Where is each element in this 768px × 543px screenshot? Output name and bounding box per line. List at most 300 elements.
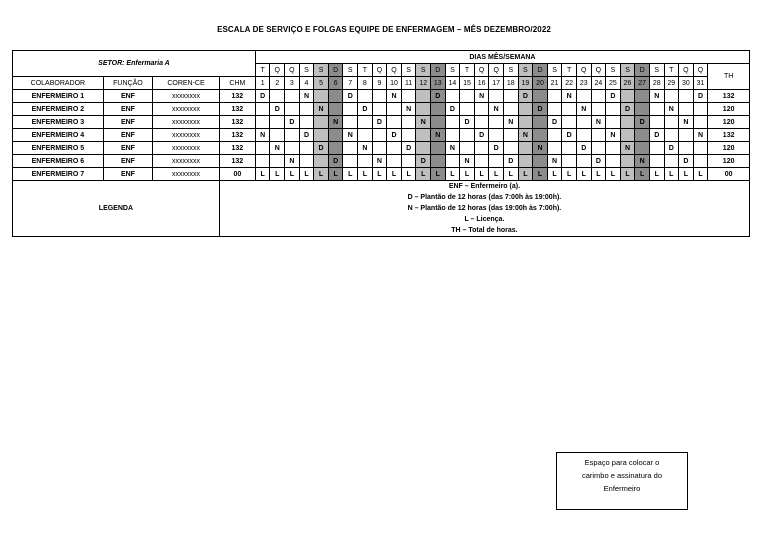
shift-cell: N bbox=[299, 90, 314, 103]
shift-cell bbox=[343, 142, 358, 155]
shift-cell bbox=[679, 129, 694, 142]
day-number: 14 bbox=[445, 77, 460, 90]
shift-cell bbox=[489, 116, 504, 129]
shift-cell bbox=[606, 155, 621, 168]
function-cell: ENF bbox=[103, 103, 152, 116]
shift-cell bbox=[445, 116, 460, 129]
shift-cell bbox=[460, 129, 475, 142]
shift-cell: L bbox=[270, 168, 285, 181]
shift-cell: L bbox=[387, 168, 402, 181]
legend-row bbox=[13, 181, 750, 237]
shift-cell bbox=[562, 142, 577, 155]
shift-cell bbox=[285, 90, 300, 103]
day-number: 1 bbox=[255, 77, 270, 90]
shift-cell: N bbox=[679, 116, 694, 129]
shift-cell: L bbox=[358, 168, 373, 181]
function-cell: ENF bbox=[103, 142, 152, 155]
shift-cell bbox=[679, 103, 694, 116]
shift-cell: N bbox=[664, 103, 679, 116]
header-row-sector bbox=[13, 51, 750, 64]
legend-item: N – Plantão de 12 horas (das 19:00h às 7:00h). bbox=[407, 205, 562, 212]
weekday-letter: Q bbox=[474, 64, 489, 77]
day-number: 31 bbox=[693, 77, 708, 90]
weekday-letter: S bbox=[620, 64, 635, 77]
shift-cell: N bbox=[576, 103, 591, 116]
shift-cell: N bbox=[343, 129, 358, 142]
shift-cell: L bbox=[664, 168, 679, 181]
shift-cell: N bbox=[372, 155, 387, 168]
shift-cell bbox=[620, 129, 635, 142]
shift-cell: L bbox=[299, 168, 314, 181]
shift-cell bbox=[358, 90, 373, 103]
shift-cell: L bbox=[606, 168, 621, 181]
shift-cell bbox=[343, 103, 358, 116]
shift-cell bbox=[299, 116, 314, 129]
shift-cell: L bbox=[285, 168, 300, 181]
shift-cell bbox=[431, 142, 446, 155]
day-number: 28 bbox=[649, 77, 664, 90]
day-number: 30 bbox=[679, 77, 694, 90]
shift-cell: N bbox=[387, 90, 402, 103]
shift-cell bbox=[387, 116, 402, 129]
shift-cell: D bbox=[547, 116, 562, 129]
shift-cell: L bbox=[503, 168, 518, 181]
collaborator-name: ENFERMEIRO 7 bbox=[13, 168, 104, 181]
days-header: DIAS MÊS/SEMANA bbox=[255, 51, 749, 64]
shift-cell bbox=[503, 129, 518, 142]
collaborator-name: ENFERMEIRO 5 bbox=[13, 142, 104, 155]
weekday-letter: S bbox=[299, 64, 314, 77]
shift-cell: L bbox=[416, 168, 431, 181]
shift-cell bbox=[635, 103, 650, 116]
shift-cell: N bbox=[620, 142, 635, 155]
shift-cell bbox=[299, 103, 314, 116]
table-row bbox=[13, 155, 750, 168]
shift-cell bbox=[591, 142, 606, 155]
shift-cell bbox=[547, 129, 562, 142]
shift-cell: D bbox=[445, 103, 460, 116]
chm-cell: 00 bbox=[219, 168, 255, 181]
shift-cell bbox=[416, 103, 431, 116]
legend-item: D – Plantão de 12 horas (das 7:00h às 19:00h). bbox=[407, 194, 562, 201]
shift-cell: L bbox=[474, 168, 489, 181]
shift-cell bbox=[533, 116, 548, 129]
weekday-letter: Q bbox=[693, 64, 708, 77]
weekday-letter: D bbox=[533, 64, 548, 77]
th-header: TH bbox=[708, 64, 750, 90]
shift-cell bbox=[533, 90, 548, 103]
shift-cell bbox=[693, 103, 708, 116]
weekday-letter: T bbox=[358, 64, 373, 77]
schedule-table bbox=[12, 50, 750, 237]
shift-cell: D bbox=[372, 116, 387, 129]
weekday-letter: T bbox=[664, 64, 679, 77]
shift-cell bbox=[649, 142, 664, 155]
shift-cell bbox=[285, 142, 300, 155]
shift-cell: D bbox=[533, 103, 548, 116]
shift-cell: N bbox=[431, 129, 446, 142]
collaborator-name: ENFERMEIRO 4 bbox=[13, 129, 104, 142]
day-number: 11 bbox=[401, 77, 416, 90]
shift-cell: N bbox=[489, 103, 504, 116]
legend-item: ENF – Enfermeiro (a). bbox=[448, 183, 521, 190]
shift-cell: D bbox=[693, 90, 708, 103]
weekday-letter: S bbox=[503, 64, 518, 77]
weekday-letter: T bbox=[255, 64, 270, 77]
function-cell: ENF bbox=[103, 168, 152, 181]
shift-cell bbox=[620, 116, 635, 129]
weekday-letter: D bbox=[431, 64, 446, 77]
day-number: 7 bbox=[343, 77, 358, 90]
shift-cell bbox=[314, 116, 329, 129]
weekday-letter: Q bbox=[270, 64, 285, 77]
shift-cell bbox=[299, 142, 314, 155]
day-number: 16 bbox=[474, 77, 489, 90]
stamp-line: carimbo e assinatura do bbox=[581, 471, 663, 480]
shift-cell: L bbox=[489, 168, 504, 181]
shift-cell bbox=[416, 142, 431, 155]
function-cell: ENF bbox=[103, 129, 152, 142]
shift-cell: D bbox=[503, 155, 518, 168]
shift-cell bbox=[372, 129, 387, 142]
shift-cell: D bbox=[576, 142, 591, 155]
shift-cell: N bbox=[416, 116, 431, 129]
shift-cell bbox=[547, 142, 562, 155]
shift-cell bbox=[372, 142, 387, 155]
shift-cell: D bbox=[460, 116, 475, 129]
shift-cell bbox=[372, 103, 387, 116]
shift-cell bbox=[576, 116, 591, 129]
legend-item: TH – Total de horas. bbox=[451, 227, 518, 234]
weekday-letter: S bbox=[343, 64, 358, 77]
page-title: ESCALA DE SERVIÇO E FOLGAS EQUIPE DE ENFERMAGEM – MÊS DEZEMBRO/2022 bbox=[217, 25, 551, 34]
shift-cell: N bbox=[445, 142, 460, 155]
shift-cell bbox=[416, 129, 431, 142]
shift-cell: L bbox=[460, 168, 475, 181]
weekday-letter: T bbox=[562, 64, 577, 77]
day-number: 23 bbox=[576, 77, 591, 90]
shift-cell: D bbox=[474, 129, 489, 142]
shift-cell bbox=[328, 142, 343, 155]
weekday-letter: Q bbox=[285, 64, 300, 77]
coren-cell: xxxxxxxx bbox=[153, 129, 220, 142]
shift-cell: L bbox=[255, 168, 270, 181]
shift-cell bbox=[314, 129, 329, 142]
shift-cell: D bbox=[255, 90, 270, 103]
shift-cell bbox=[620, 90, 635, 103]
shift-cell: L bbox=[679, 168, 694, 181]
stamp-line: Espaço para colocar o bbox=[584, 458, 660, 467]
legend-label: LEGENDA bbox=[13, 181, 220, 237]
weekday-letter: S bbox=[547, 64, 562, 77]
shift-cell: N bbox=[547, 155, 562, 168]
shift-cell bbox=[635, 129, 650, 142]
table-row bbox=[13, 116, 750, 129]
shift-cell bbox=[576, 129, 591, 142]
shift-cell: N bbox=[474, 90, 489, 103]
shift-cell bbox=[679, 90, 694, 103]
shift-cell bbox=[518, 142, 533, 155]
table-row bbox=[13, 168, 750, 181]
shift-cell bbox=[693, 155, 708, 168]
shift-cell bbox=[474, 142, 489, 155]
shift-cell: N bbox=[314, 103, 329, 116]
shift-cell: D bbox=[431, 90, 446, 103]
chm-cell: 132 bbox=[219, 103, 255, 116]
shift-cell bbox=[489, 155, 504, 168]
day-number: 18 bbox=[503, 77, 518, 90]
day-number: 12 bbox=[416, 77, 431, 90]
coren-cell: xxxxxxxx bbox=[153, 168, 220, 181]
shift-cell bbox=[328, 103, 343, 116]
shift-cell bbox=[314, 155, 329, 168]
shift-cell bbox=[664, 90, 679, 103]
shift-cell: D bbox=[649, 129, 664, 142]
day-number: 9 bbox=[372, 77, 387, 90]
weekday-letter: Q bbox=[679, 64, 694, 77]
shift-cell: N bbox=[518, 129, 533, 142]
shift-cell: D bbox=[606, 90, 621, 103]
shift-cell: N bbox=[401, 103, 416, 116]
function-cell: ENF bbox=[103, 116, 152, 129]
weekday-letter: S bbox=[518, 64, 533, 77]
day-number: 22 bbox=[562, 77, 577, 90]
shift-cell bbox=[664, 116, 679, 129]
weekday-letter: T bbox=[460, 64, 475, 77]
shift-cell bbox=[518, 155, 533, 168]
coren-cell: xxxxxxxx bbox=[153, 142, 220, 155]
day-number: 10 bbox=[387, 77, 402, 90]
shift-cell bbox=[474, 155, 489, 168]
shift-cell: N bbox=[649, 90, 664, 103]
shift-cell bbox=[693, 116, 708, 129]
shift-cell bbox=[387, 155, 402, 168]
shift-cell bbox=[576, 90, 591, 103]
shift-cell: D bbox=[635, 116, 650, 129]
shift-cell: L bbox=[445, 168, 460, 181]
day-number: 17 bbox=[489, 77, 504, 90]
total-hours-cell: 120 bbox=[708, 155, 750, 168]
shift-cell bbox=[358, 155, 373, 168]
shift-cell: N bbox=[328, 116, 343, 129]
shift-cell: N bbox=[285, 155, 300, 168]
day-number: 5 bbox=[314, 77, 329, 90]
shift-cell: N bbox=[270, 142, 285, 155]
shift-cell bbox=[591, 129, 606, 142]
shift-cell: D bbox=[343, 90, 358, 103]
day-number: 19 bbox=[518, 77, 533, 90]
shift-cell bbox=[358, 129, 373, 142]
shift-cell: D bbox=[416, 155, 431, 168]
shift-cell bbox=[401, 129, 416, 142]
shift-cell: D bbox=[679, 155, 694, 168]
day-number: 25 bbox=[606, 77, 621, 90]
shift-cell bbox=[314, 90, 329, 103]
weekday-letter: S bbox=[416, 64, 431, 77]
chm-cell: 132 bbox=[219, 116, 255, 129]
shift-cell bbox=[445, 129, 460, 142]
column-header-coren: COREN-CE bbox=[153, 77, 220, 90]
day-number: 2 bbox=[270, 77, 285, 90]
shift-cell bbox=[255, 142, 270, 155]
header-row-columns bbox=[13, 77, 750, 90]
shift-cell bbox=[343, 116, 358, 129]
shift-cell bbox=[401, 155, 416, 168]
shift-cell: N bbox=[358, 142, 373, 155]
shift-cell bbox=[255, 116, 270, 129]
shift-cell bbox=[416, 90, 431, 103]
shift-cell bbox=[664, 129, 679, 142]
weekday-letter: Q bbox=[372, 64, 387, 77]
collaborator-name: ENFERMEIRO 3 bbox=[13, 116, 104, 129]
total-hours-cell: 120 bbox=[708, 116, 750, 129]
shift-cell bbox=[460, 103, 475, 116]
shift-cell bbox=[358, 116, 373, 129]
shift-cell bbox=[460, 90, 475, 103]
column-header-chm: CHM bbox=[219, 77, 255, 90]
shift-cell bbox=[285, 129, 300, 142]
shift-cell bbox=[620, 155, 635, 168]
table-row bbox=[13, 90, 750, 103]
shift-cell bbox=[299, 155, 314, 168]
shift-cell bbox=[562, 103, 577, 116]
total-hours-cell: 120 bbox=[708, 142, 750, 155]
shift-cell bbox=[635, 90, 650, 103]
weekday-letter: S bbox=[401, 64, 416, 77]
shift-cell: L bbox=[591, 168, 606, 181]
shift-cell bbox=[387, 103, 402, 116]
function-cell: ENF bbox=[103, 155, 152, 168]
shift-cell bbox=[649, 116, 664, 129]
column-header-colaborador: COLABORADOR bbox=[13, 77, 104, 90]
shift-cell bbox=[372, 90, 387, 103]
weekday-letter: Q bbox=[387, 64, 402, 77]
shift-cell: L bbox=[693, 168, 708, 181]
total-hours-cell: 132 bbox=[708, 129, 750, 142]
weekday-letter: Q bbox=[576, 64, 591, 77]
total-hours-cell: 132 bbox=[708, 90, 750, 103]
shift-cell: L bbox=[372, 168, 387, 181]
shift-cell bbox=[474, 116, 489, 129]
column-header-funcao: FUNÇÃO bbox=[103, 77, 152, 90]
day-number: 29 bbox=[664, 77, 679, 90]
day-number: 4 bbox=[299, 77, 314, 90]
shift-cell bbox=[576, 155, 591, 168]
shift-cell bbox=[547, 90, 562, 103]
shift-cell: D bbox=[664, 142, 679, 155]
shift-cell bbox=[445, 155, 460, 168]
day-number: 27 bbox=[635, 77, 650, 90]
shift-cell bbox=[255, 103, 270, 116]
shift-cell: L bbox=[635, 168, 650, 181]
shift-cell bbox=[606, 116, 621, 129]
shift-cell: L bbox=[314, 168, 329, 181]
shift-cell: L bbox=[620, 168, 635, 181]
coren-cell: xxxxxxxx bbox=[153, 90, 220, 103]
table-row bbox=[13, 142, 750, 155]
shift-cell: D bbox=[387, 129, 402, 142]
shift-cell: D bbox=[518, 90, 533, 103]
shift-cell bbox=[431, 103, 446, 116]
coren-cell: xxxxxxxx bbox=[153, 103, 220, 116]
shift-cell: N bbox=[460, 155, 475, 168]
shift-cell bbox=[591, 90, 606, 103]
day-number: 13 bbox=[431, 77, 446, 90]
function-cell: ENF bbox=[103, 90, 152, 103]
shift-cell bbox=[591, 103, 606, 116]
shift-cell bbox=[533, 155, 548, 168]
shift-cell: D bbox=[489, 142, 504, 155]
shift-cell bbox=[270, 129, 285, 142]
shift-cell bbox=[649, 103, 664, 116]
shift-cell: L bbox=[431, 168, 446, 181]
coren-cell: xxxxxxxx bbox=[153, 116, 220, 129]
shift-cell bbox=[445, 90, 460, 103]
shift-cell: D bbox=[562, 129, 577, 142]
shift-cell: L bbox=[328, 168, 343, 181]
shift-cell bbox=[503, 103, 518, 116]
legend-item: L – Licença. bbox=[464, 216, 505, 223]
coren-cell: xxxxxxxx bbox=[153, 155, 220, 168]
shift-cell bbox=[693, 142, 708, 155]
weekday-letter: S bbox=[606, 64, 621, 77]
chm-cell: 132 bbox=[219, 129, 255, 142]
weekday-letter: S bbox=[314, 64, 329, 77]
sector-label: SETOR: Enfermaria A bbox=[13, 51, 256, 77]
shift-cell bbox=[533, 129, 548, 142]
weekday-letter: S bbox=[649, 64, 664, 77]
shift-cell bbox=[460, 142, 475, 155]
table-row bbox=[13, 103, 750, 116]
shift-cell: D bbox=[620, 103, 635, 116]
weekday-letter: S bbox=[445, 64, 460, 77]
shift-cell: N bbox=[255, 129, 270, 142]
shift-cell: L bbox=[343, 168, 358, 181]
shift-cell: N bbox=[635, 155, 650, 168]
shift-cell: N bbox=[606, 129, 621, 142]
shift-cell: D bbox=[591, 155, 606, 168]
shift-cell bbox=[270, 90, 285, 103]
shift-cell bbox=[489, 129, 504, 142]
shift-cell: D bbox=[328, 155, 343, 168]
shift-cell: D bbox=[358, 103, 373, 116]
day-number: 15 bbox=[460, 77, 475, 90]
shift-cell bbox=[285, 103, 300, 116]
shift-cell bbox=[606, 142, 621, 155]
day-number: 26 bbox=[620, 77, 635, 90]
shift-cell: L bbox=[576, 168, 591, 181]
total-hours-cell: 00 bbox=[708, 168, 750, 181]
chm-cell: 132 bbox=[219, 155, 255, 168]
shift-cell: L bbox=[547, 168, 562, 181]
shift-cell bbox=[474, 103, 489, 116]
total-hours-cell: 120 bbox=[708, 103, 750, 116]
weekday-letter: Q bbox=[591, 64, 606, 77]
shift-cell bbox=[547, 103, 562, 116]
shift-cell: N bbox=[693, 129, 708, 142]
shift-cell bbox=[343, 155, 358, 168]
legend-text bbox=[219, 181, 749, 237]
weekday-letter: D bbox=[635, 64, 650, 77]
collaborator-name: ENFERMEIRO 1 bbox=[13, 90, 104, 103]
shift-cell bbox=[518, 103, 533, 116]
shift-cell: L bbox=[518, 168, 533, 181]
shift-cell bbox=[431, 155, 446, 168]
table-row bbox=[13, 129, 750, 142]
shift-cell bbox=[489, 90, 504, 103]
shift-cell bbox=[606, 103, 621, 116]
shift-cell: N bbox=[562, 90, 577, 103]
